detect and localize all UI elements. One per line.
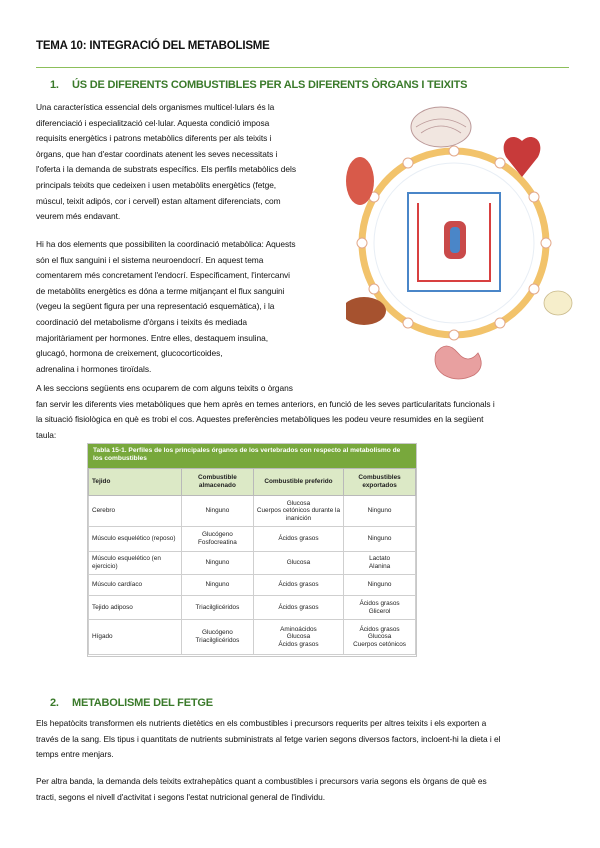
section1-number: 1.	[50, 79, 59, 91]
section2-heading-text: METABOLISME DEL FETGE	[72, 697, 213, 709]
section1-paragraph-3: A les seccions següents ens ocuparem de com alguns teixits o òrgans fan servir les diferents vies metabòliques que hem après en temes anteriors, en funció de les seves particularitats funcionals i la situació fisiològica en què es trobi el cos. Aquestes preferències metabòliques les podeu veure resumides en la següent taula:	[36, 383, 495, 440]
section2-paragraph-1: Els hepatòcits transformen els nutrients dietètics en els combustibles i precursors requerits per altres teixits i els exporten a través de la sang. Els tipus i quantitats de nutrients subministrats al fetge varien segons diversos factors, incloent-hi la dieta i el temps entre menjars.	[36, 718, 501, 760]
table-header: Combustibles exportados	[344, 469, 416, 496]
metabolism-circulation-figure	[346, 101, 574, 385]
section1-paragraph-2: Hi ha dos elements que possibiliten la coordinació metabòlica: Aquests són el flux sanguini i el sistema neuroendocrí. En aquest tema comentarem més concretament l'endocrí. Específicament, l'intercanvi de metabòlits energètics es dóna a terme mitjançant el flux sanguini (vegeu la següent figura per una representació esquemàtica), i la coordinació del metabolisme d'òrgans i teixits és mediada majoritàriament per hormones. Entre elles, destaquem insulina, glucagó, hormona de creixement, glucocorticoides, adrenalina i hormones tiroïdals.	[36, 239, 296, 374]
section1-heading-text: ÚS DE DIFERENTS COMBUSTIBLES PER ALS DIFERENTS ÒRGANS I TEIXITS	[72, 79, 468, 91]
section1-paragraph-1: Una característica essencial dels organismes multicel·lulars és la diferenciació i especialització cel·lular. Aquesta condició imposa requisits energètics i patrons metabòlics diferents per als teixits i òrgans, que han d'estar coordinats atenent les seves necessitats i l'oferta i la demanda de substrats específics. Els perfils metabòlics dels principals teixits que cedeixen i usen metabòlits energètics (fetge, múscul, teixit adipós, cor i cervell) estan altament diferenciats, com veurem més endavant.	[36, 102, 296, 222]
table-header: Combustible almacenado	[182, 469, 254, 496]
section2-paragraph-2: Per altra banda, la demanda dels teixits extrahepàtics quant a combustibles i precursors varia segons els òrgans de què es tracti, segons el nivell d'activitat i segons l'estat nutricional general de l'individu.	[36, 776, 487, 802]
title-divider	[36, 67, 569, 68]
section2-heading	[50, 697, 213, 709]
table-grid	[88, 468, 416, 655]
table-row: Hígado Glucógeno Triacilglicéridos Aminoácidos Glucosa Ácidos grasos Ácidos grasos Glucosa Cuerpos cetónicos	[89, 620, 416, 655]
table-row: Tejido adiposo Triacilglicéridos Ácidos grasos Ácidos grasos Glicerol	[89, 596, 416, 620]
brain-icon	[411, 107, 471, 147]
table-header: Tejido	[89, 469, 182, 496]
table-row: Músculo esquelético (reposo) Glucógeno Fosfocreatina Ácidos grasos Ninguno	[89, 527, 416, 552]
page-title: TEMA 10: INTEGRACIÓ DEL METABOLISME	[36, 40, 270, 52]
table-header: Combustible preferido	[253, 469, 343, 496]
fuel-profile-table	[87, 443, 417, 657]
table-row: Cerebro Ninguno Glucosa Cuerpos cetónicos durante la inanición Ninguno	[89, 496, 416, 527]
muscle-icon	[346, 157, 374, 205]
table-row: Músculo esquelético (en ejercicio) Ninguno Glucosa Lactato Alanina	[89, 552, 416, 575]
table-row: Músculo cardíaco Ninguno Ácidos grasos Ninguno	[89, 575, 416, 596]
section2-number: 2.	[50, 697, 59, 709]
intestine-icon	[435, 346, 481, 379]
adipose-icon	[544, 291, 572, 315]
table-caption: Tabla 15-1. Perfiles de los principales órganos de los vertebrados con respecto al metabolismo de los combustibles	[88, 444, 416, 468]
section1-heading	[50, 79, 467, 91]
